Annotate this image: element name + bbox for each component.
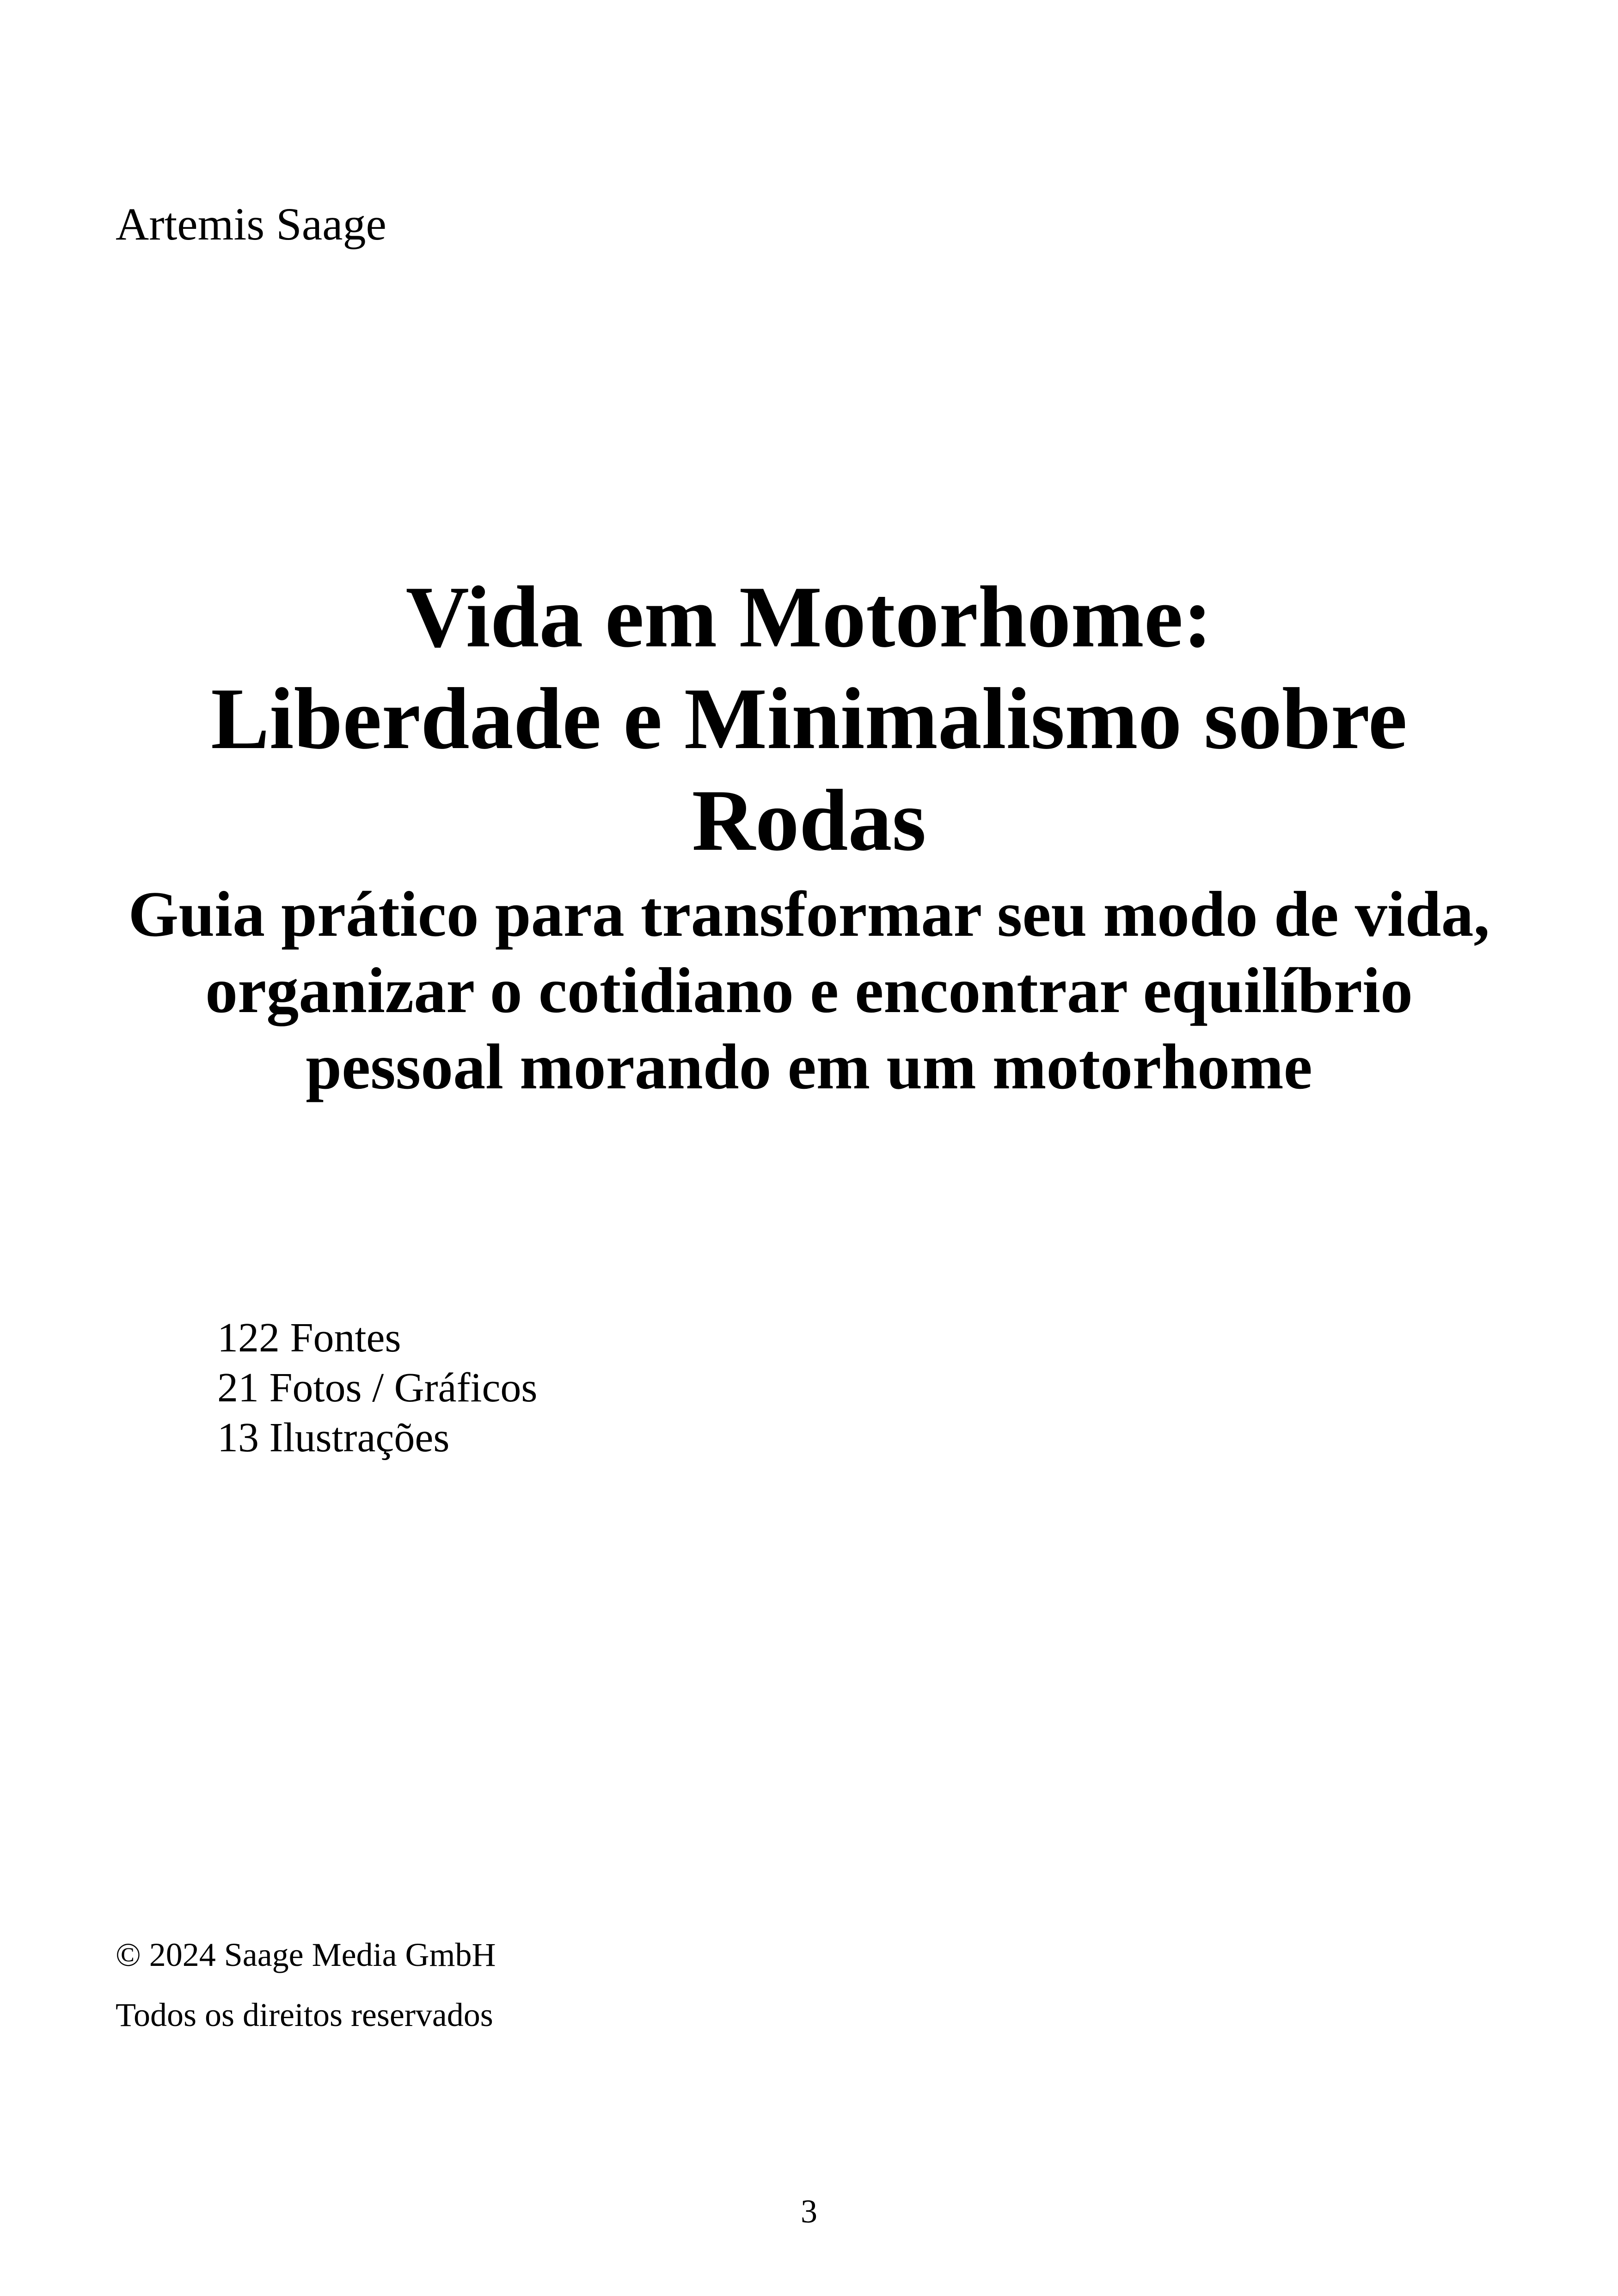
book-stats-list — [217, 1313, 537, 1463]
stat-sources: 122 Fontes — [217, 1315, 401, 1361]
title-line: Liberdade e Minimalismo sobre — [211, 670, 1407, 767]
author-name: Artemis Saage — [116, 198, 386, 250]
subtitle-line: Guia prático para transformar seu modo de vida, — [128, 878, 1490, 950]
title-line: Vida em Motorhome: — [405, 569, 1213, 666]
subtitle-line: organizar o cotidiano e encontrar equilíbrio — [205, 955, 1413, 1026]
copyright-notice: © 2024 Saage Media GmbH — [116, 1936, 496, 1973]
subtitle-line: pessoal morando em um motorhome — [306, 1031, 1312, 1103]
book-subtitle — [0, 876, 1618, 1105]
stat-photos-graphics: 21 Fotos / Gráficos — [217, 1365, 538, 1411]
rights-reserved: Todos os direitos reservados — [116, 1996, 493, 2033]
page-number: 3 — [801, 2193, 817, 2230]
book-title — [0, 566, 1618, 872]
title-line: Rodas — [692, 772, 926, 869]
stat-illustrations: 13 Ilustrações — [217, 1415, 450, 1461]
title-block — [0, 566, 1618, 1105]
